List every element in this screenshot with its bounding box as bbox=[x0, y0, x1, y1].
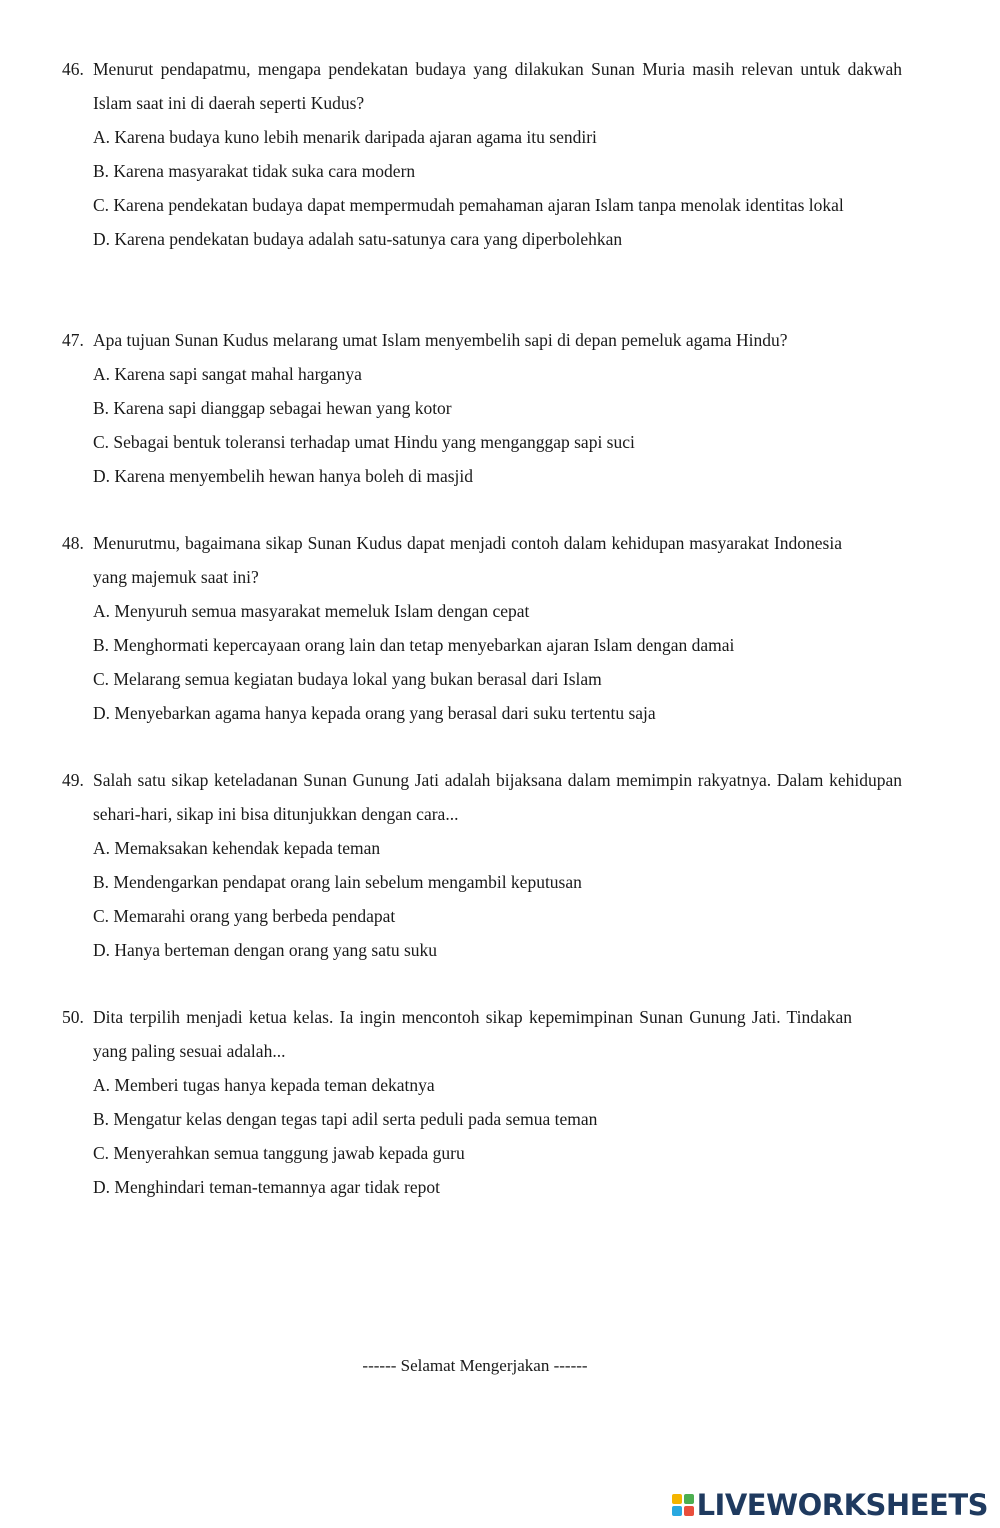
question-stem bbox=[62, 1000, 902, 1068]
option-text: D. Karena pendekatan budaya adalah satu-satunya cara yang diperbolehkan bbox=[93, 229, 623, 249]
question-text: Salah satu sikap keteladanan Sunan Gunung Jati adalah bijaksana dalam memimpin rakyatnya. Dalam kehidupan sehari-hari, sikap ini bisa ditunjukkan dengan cara... bbox=[93, 770, 902, 824]
question-number: 49. bbox=[62, 770, 84, 790]
option-text: D. Menyebarkan agama hanya kepada orang yang berasal dari suku tertentu saja bbox=[93, 703, 656, 723]
option-b[interactable] bbox=[62, 1102, 902, 1136]
option-c[interactable] bbox=[62, 425, 902, 459]
option-text: A. Menyuruh semua masyarakat memeluk Islam dengan cepat bbox=[93, 601, 530, 621]
option-c[interactable] bbox=[62, 899, 902, 933]
question-number: 48. bbox=[62, 533, 84, 553]
liveworksheets-brand bbox=[672, 1488, 988, 1522]
option-text: A. Karena budaya kuno lebih menarik daripada ajaran agama itu sendiri bbox=[93, 127, 597, 147]
option-d[interactable] bbox=[62, 933, 902, 967]
option-text: B. Karena masyarakat tidak suka cara modern bbox=[93, 161, 416, 181]
option-d[interactable] bbox=[62, 1170, 902, 1204]
question-text: Dita terpilih menjadi ketua kelas. Ia ingin mencontoh sikap kepemimpinan Sunan Gunung Jati. Tindakan yang paling sesuai adalah... bbox=[93, 1007, 852, 1061]
option-text: C. Sebagai bentuk toleransi terhadap umat Hindu yang menganggap sapi suci bbox=[93, 432, 635, 452]
option-a[interactable] bbox=[62, 831, 902, 865]
option-b[interactable] bbox=[62, 391, 902, 425]
option-d[interactable] bbox=[62, 696, 902, 730]
option-text: B. Karena sapi dianggap sebagai hewan yang kotor bbox=[93, 398, 452, 418]
option-text: A. Memaksakan kehendak kepada teman bbox=[93, 838, 381, 858]
question-number: 47. bbox=[62, 330, 84, 350]
question-number: 50. bbox=[62, 1007, 84, 1027]
liveworksheets-logo-icon bbox=[672, 1494, 694, 1516]
question-stem bbox=[62, 526, 902, 594]
option-a[interactable] bbox=[62, 1068, 902, 1102]
option-text: B. Mendengarkan pendapat orang lain sebelum mengambil keputusan bbox=[93, 872, 582, 892]
option-text: D. Menghindari teman-temannya agar tidak repot bbox=[93, 1177, 440, 1197]
question-stem bbox=[62, 323, 902, 357]
option-a[interactable] bbox=[62, 594, 902, 628]
brand-name: LIVEWORKSHEETS bbox=[696, 1488, 988, 1522]
question-48 bbox=[62, 526, 902, 730]
option-c[interactable] bbox=[62, 188, 902, 222]
question-47 bbox=[62, 323, 902, 493]
option-a[interactable] bbox=[62, 357, 902, 391]
option-b[interactable] bbox=[62, 865, 902, 899]
option-text: D. Karena menyembelih hewan hanya boleh di masjid bbox=[93, 466, 474, 486]
option-text: B. Mengatur kelas dengan tegas tapi adil serta peduli pada semua teman bbox=[93, 1109, 598, 1129]
option-text: C. Melarang semua kegiatan budaya lokal yang bukan berasal dari Islam bbox=[93, 669, 602, 689]
option-text: B. Menghormati kepercayaan orang lain dan tetap menyebarkan ajaran Islam dengan damai bbox=[93, 635, 735, 655]
option-text: A. Karena sapi sangat mahal harganya bbox=[93, 364, 362, 384]
option-c[interactable] bbox=[62, 1136, 902, 1170]
question-stem bbox=[62, 52, 902, 120]
question-number: 46. bbox=[62, 59, 84, 79]
option-text: C. Karena pendekatan budaya dapat mempermudah pemahaman ajaran Islam tanpa menolak identitas lokal bbox=[93, 195, 844, 215]
question-text: Menurut pendapatmu, mengapa pendekatan budaya yang dilakukan Sunan Muria masih relevan untuk dakwah Islam saat ini di daerah seperti Kudus? bbox=[93, 59, 902, 113]
question-text: Apa tujuan Sunan Kudus melarang umat Islam menyembelih sapi di depan pemeluk agama Hindu? bbox=[93, 330, 788, 350]
option-b[interactable] bbox=[62, 154, 902, 188]
question-50 bbox=[62, 1000, 902, 1204]
option-text: D. Hanya berteman dengan orang yang satu suku bbox=[93, 940, 438, 960]
question-49 bbox=[62, 763, 902, 967]
option-text: C. Memarahi orang yang berbeda pendapat bbox=[93, 906, 396, 926]
option-text: C. Menyerahkan semua tanggung jawab kepada guru bbox=[93, 1143, 465, 1163]
option-c[interactable] bbox=[62, 662, 902, 696]
closing-text: ------ Selamat Mengerjakan ------ bbox=[362, 1356, 588, 1375]
option-d[interactable] bbox=[62, 222, 902, 256]
option-b[interactable] bbox=[62, 628, 902, 662]
question-text: Menurutmu, bagaimana sikap Sunan Kudus dapat menjadi contoh dalam kehidupan masyarakat Indonesia yang majemuk saat ini? bbox=[93, 533, 842, 587]
option-text: A. Memberi tugas hanya kepada teman dekatnya bbox=[93, 1075, 435, 1095]
option-a[interactable] bbox=[62, 120, 902, 154]
question-stem bbox=[62, 763, 902, 831]
question-46 bbox=[62, 52, 902, 256]
option-d[interactable] bbox=[62, 459, 902, 493]
